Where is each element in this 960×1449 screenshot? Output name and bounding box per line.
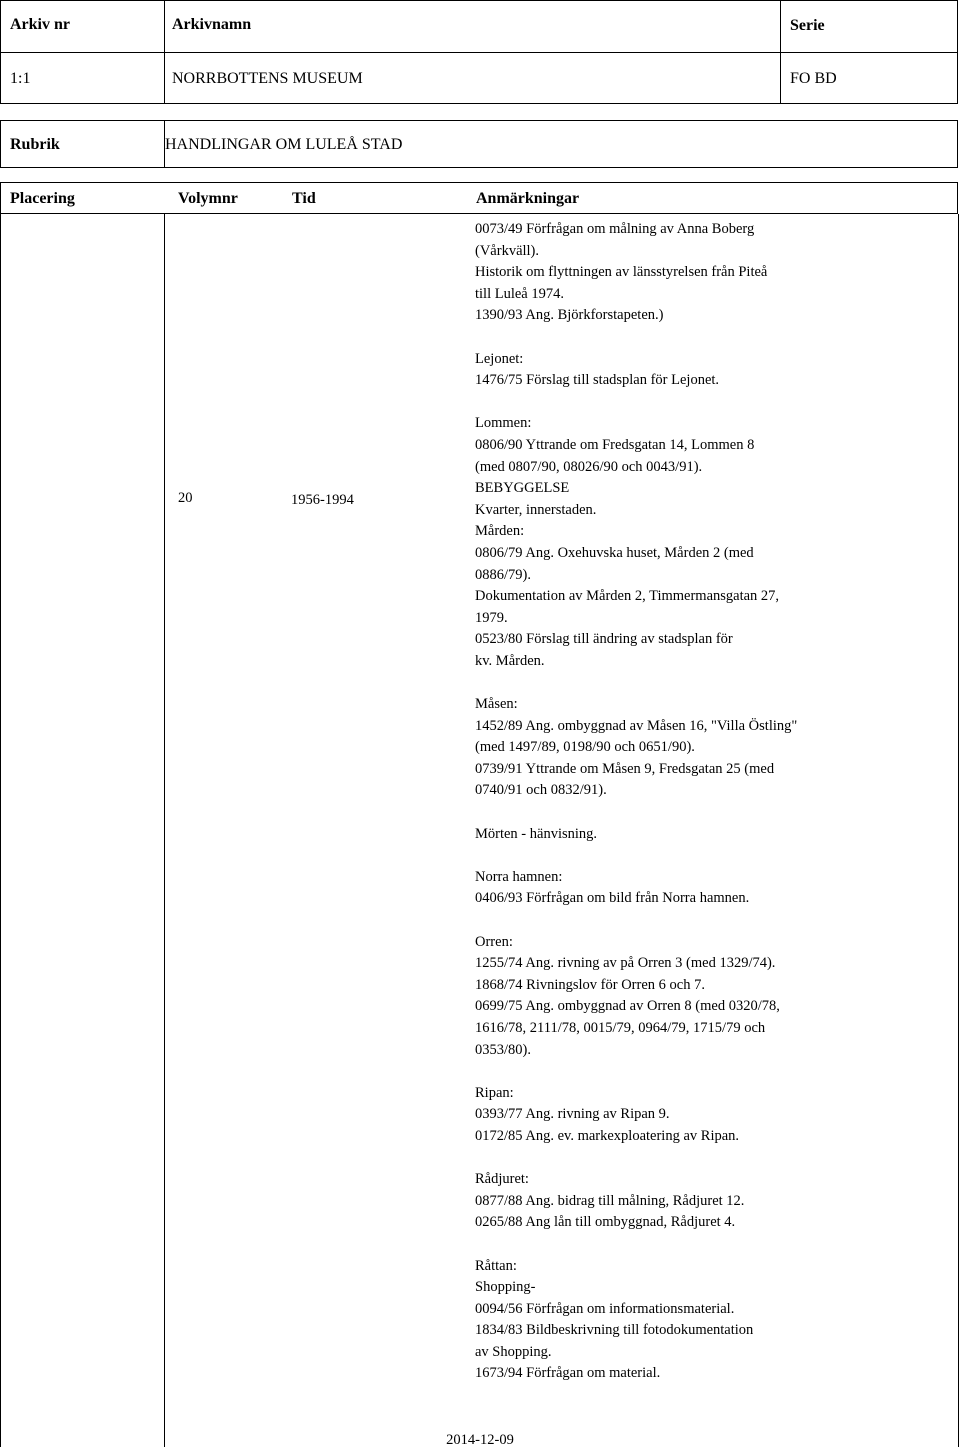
note-line: 1476/75 Förslag till stadsplan för Lejonet. [475, 372, 720, 389]
note-line: Lejonet: [475, 350, 524, 367]
note-group [475, 1169, 945, 1234]
note-line: Måsen: [475, 696, 518, 713]
note-line: 0353/80). [475, 1041, 531, 1058]
note-line: Orren: [475, 933, 513, 950]
note-line: Dokumentation av Mården 2, Timmermansgatan 27, [475, 588, 780, 605]
note-line: 1834/83 Bildbeskrivning till fotodokumentation [475, 1322, 754, 1339]
note-line: 0265/88 Ang lån till ombyggnad, Rådjuret 4. [475, 1214, 736, 1231]
note-line: 0699/75 Ang. ombyggnad av Orren 8 (med 0320/78, [475, 998, 780, 1015]
note-line: 0172/85 Ang. ev. markexploatering av Ripan. [475, 1127, 740, 1144]
print-date: 2014-12-09 [446, 1432, 514, 1448]
note-group [475, 1083, 945, 1148]
volymnr-header: Volymnr [178, 190, 238, 207]
note-line: Norra hamnen: [475, 868, 563, 885]
note-group [475, 694, 945, 802]
header-divider [0, 52, 958, 53]
note-line: (med 1497/89, 0198/90 och 0651/90). [475, 739, 695, 756]
note-line: 0393/77 Ang. rivning av Ripan 9. [475, 1106, 670, 1123]
note-line: Mården: [475, 523, 525, 540]
note-line: 1255/74 Ang. rivning av på Orren 3 (med 1329/74). [475, 955, 776, 972]
note-line: 1390/93 Ang. Björkforstapeten.) [475, 307, 664, 324]
tid-header: Tid [292, 190, 316, 207]
header-column-divider [780, 0, 781, 104]
arkiv-nr-label: Arkiv nr [10, 16, 70, 33]
rubrik-value: HANDLINGAR OM LULEÅ STAD [165, 136, 403, 153]
serie-label: Serie [790, 17, 825, 34]
note-line: Shopping- [475, 1279, 536, 1296]
note-line: Lommen: [475, 415, 532, 432]
rubrik-box [0, 120, 958, 168]
anmarkningar-cell [475, 219, 945, 1385]
arkivnamn-label: Arkivnamn [172, 16, 252, 33]
note-line: 0886/79). [475, 566, 531, 583]
note-line: 1616/78, 2111/78, 0015/79, 0964/79, 1715/79 och [475, 1019, 766, 1036]
note-group [475, 413, 945, 672]
note-line: 0739/91 Yttrande om Måsen 9, Fredsgatan 25 (med [475, 760, 775, 777]
note-line: Mörten - hänvisning. [475, 825, 598, 842]
note-line: 1868/74 Rivningslov för Orren 6 och 7. [475, 976, 705, 993]
body-right-border [958, 214, 959, 1447]
arkiv-nr-value: 1:1 [10, 70, 31, 87]
note-line: 1452/89 Ang. ombyggnad av Måsen 16, "Villa Östling" [475, 717, 798, 734]
placering-column-border [164, 214, 165, 1447]
note-line: (Vårkväll). [475, 242, 540, 259]
note-line: Ripan: [475, 1084, 514, 1101]
note-group [475, 867, 945, 910]
note-line: BEBYGGELSE [475, 480, 570, 497]
note-line: Historik om flyttningen av länsstyrelsen från Piteå [475, 264, 768, 281]
header-column-divider [164, 0, 165, 104]
note-group [475, 824, 945, 846]
placering-header: Placering [10, 190, 75, 207]
note-line: 0877/88 Ang. bidrag till målning, Rådjuret 12. [475, 1192, 745, 1209]
note-line: 0806/90 Yttrande om Fredsgatan 14, Lommen 8 [475, 436, 755, 453]
anmarkningar-header: Anmärkningar [476, 190, 580, 207]
note-group [475, 349, 945, 392]
note-line: 0073/49 Förfrågan om målning av Anna Boberg [475, 221, 755, 237]
note-line: (med 0807/90, 08026/90 och 0043/91). [475, 458, 703, 475]
note-line: 1673/94 Förfrågan om material. [475, 1365, 661, 1382]
volymnr-cell: 20 [178, 490, 193, 506]
tid-cell: 1956-1994 [291, 492, 354, 508]
note-line: till Luleå 1974. [475, 285, 564, 302]
note-line: kv. Mården. [475, 652, 545, 669]
note-group [475, 1256, 945, 1386]
serie-value: FO BD [790, 70, 837, 87]
note-line: 0523/80 Förslag till ändring av stadsplan för [475, 631, 733, 648]
note-line: 0806/79 Ang. Oxehuvska huset, Mården 2 (med [475, 544, 754, 561]
note-group [475, 219, 945, 327]
note-line: Råttan: [475, 1257, 517, 1274]
rubrik-label: Rubrik [10, 136, 60, 153]
note-line: 0094/56 Förfrågan om informationsmaterial. [475, 1300, 735, 1317]
arkivnamn-value: NORRBOTTENS MUSEUM [172, 70, 363, 87]
note-line: Rådjuret: [475, 1171, 529, 1188]
note-line: av Shopping. [475, 1343, 552, 1360]
note-line: 1979. [475, 609, 508, 626]
body-left-border [0, 214, 1, 1447]
note-line: 0740/91 och 0832/91). [475, 782, 607, 799]
note-line: 0406/93 Förfrågan om bild från Norra hamnen. [475, 890, 750, 907]
note-line: Kvarter, innerstaden. [475, 501, 597, 518]
note-group [475, 932, 945, 1062]
